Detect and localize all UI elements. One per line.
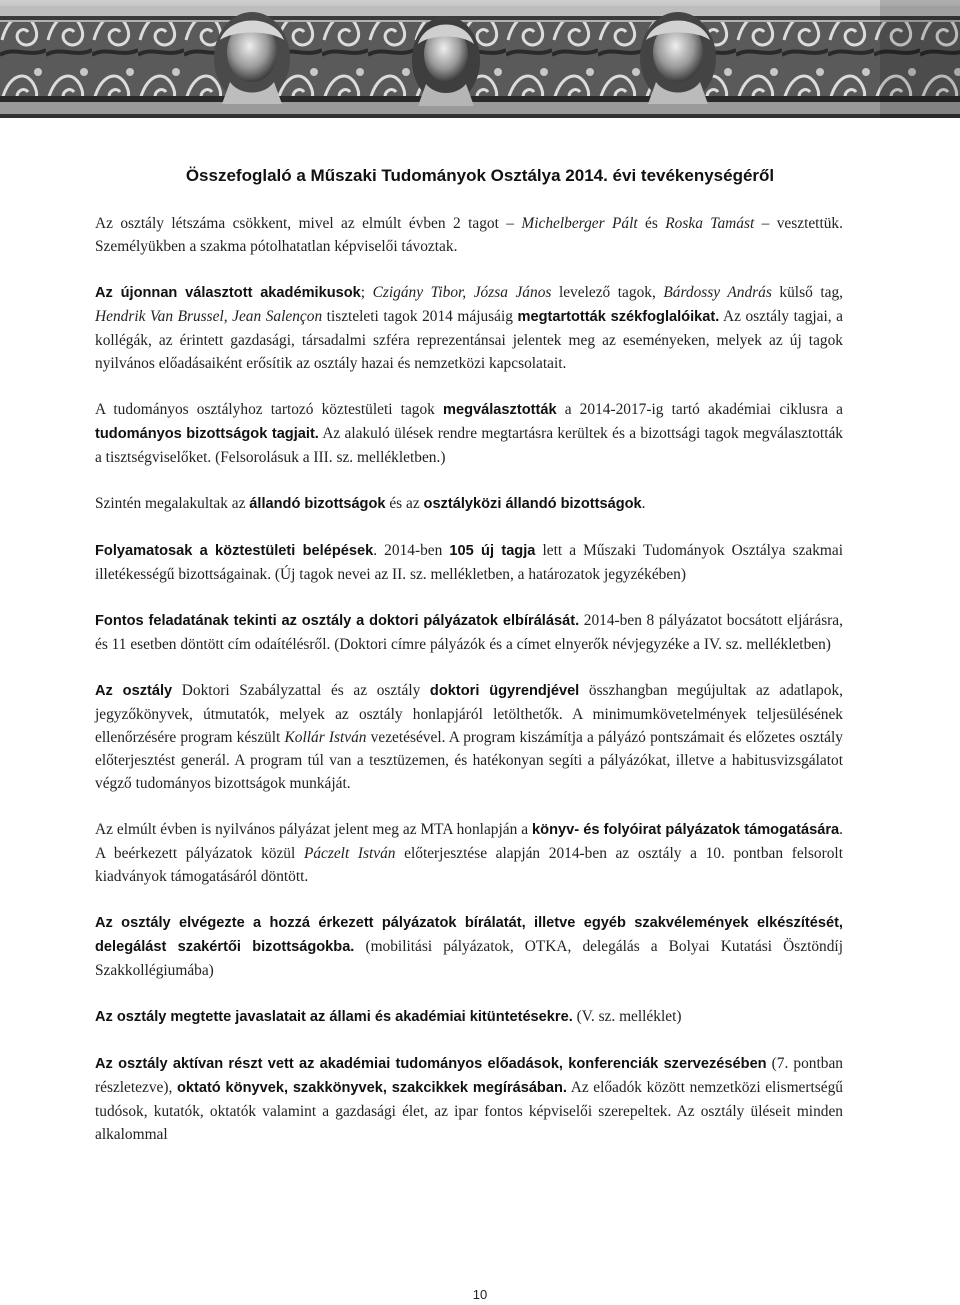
body-paragraph: [95, 212, 843, 258]
paragraph-text: Az alakuló ülések rendre megtartásra kerültek és a bizottsági tagok megválasztották a tisztségviselőket. (Felsorolásuk a III. sz. mellékletben.): [95, 425, 843, 466]
paragraph-text: Az osztály létszáma csökkent, mivel az elmúlt évben 2 tagot –: [95, 215, 522, 232]
paragraph-text: és az: [385, 495, 424, 512]
paragraph-text: (V. sz. melléklet): [572, 1008, 682, 1025]
italic-name: Czigány Tibor, Józsa János: [372, 284, 552, 301]
paragraph-text: Az elmúlt évben is nyilvános pályázat jelent meg az MTA honlapján a: [95, 821, 533, 838]
paragraph-text: külső tag,: [771, 284, 843, 301]
frieze-image: [0, 0, 960, 118]
paragraph-text: és: [637, 215, 666, 232]
body-paragraph: [95, 492, 843, 516]
body-paragraph: [95, 398, 843, 469]
bold-text: osztályközi állandó bizottságok: [423, 496, 642, 512]
bold-text: Folyamatosak a köztestületi belépések: [95, 543, 374, 559]
bold-text: megtartották székfoglalóikat.: [517, 309, 720, 325]
header-ornamental-frieze: [0, 0, 960, 118]
bold-text: állandó bizottságok: [249, 496, 386, 512]
bold-text: tudományos bizottságok tagjait.: [95, 426, 319, 442]
paragraph-text: lett a Műszaki Tudományok Osztálya szakmai illetékességű bizottságainak. (Új tagok nevei az II. sz. mellékletben, a határozatok jegyzékében): [95, 542, 843, 583]
italic-name: Páczelt István: [303, 845, 396, 862]
body-paragraph: [95, 281, 843, 375]
paragraph-text: (mobilitási pályázatok, OTKA, delegálás a Bolyai Kutatási Ösztöndíj Szakkollégiumába): [95, 938, 843, 979]
bold-text: Az osztály aktívan részt vett az akadémiai tudományos előadások, konferenciák szervezésében: [95, 1056, 767, 1072]
document-body: [95, 212, 843, 1169]
body-paragraph: [95, 609, 843, 656]
bold-text: Az osztály megtette javaslatait az állami és akadémiai kitüntetésekre.: [95, 1009, 573, 1025]
document-title: Összefoglaló a Műszaki Tudományok Osztálya 2014. évi tevékenységéről: [185, 166, 775, 185]
paragraph-text: Az előadók között nemzetközi elismertségű tudósok, kutatók, oktatók valamint a gazdasági élet, az ipar fontos képviselői szerepeltek. Az osztály üléseit minden alkalommal: [95, 1079, 843, 1143]
paragraph-text: A tudományos osztályhoz tartozó köztestületi tagok: [95, 401, 444, 418]
paragraph-text: . A beérkezett pályázatok közül: [95, 821, 843, 862]
relief-head-left: [214, 12, 290, 104]
paragraph-text: előterjesztése alapján 2014-ben az osztály a 10. pontban felsorolt kiadványok támogatásáról döntött.: [95, 845, 843, 885]
bold-text: megválasztották: [443, 402, 557, 418]
italic-name: Roska Tamást: [665, 215, 755, 232]
paragraph-text: .: [641, 495, 646, 512]
body-paragraph: [95, 911, 843, 982]
body-paragraph: [95, 1005, 843, 1029]
paragraph-text: Doktori Szabályzattal és az osztály: [172, 682, 430, 699]
body-paragraph: [95, 539, 843, 586]
paragraph-text: összhangban megújultak az adatlapok, jegyzőkönyvek, útmutatók, melyek az osztály honlapjáról letölthetők. A minimumkövetelmények teljesülésének ellenőrzésére program készült: [95, 682, 843, 746]
bold-text: doktori ügyrendjével: [429, 683, 580, 699]
body-paragraph: [95, 818, 843, 888]
page-number: 10: [472, 1287, 488, 1302]
body-paragraph: [95, 679, 843, 795]
italic-name: Kollár István: [284, 729, 367, 746]
paragraph-text: a 2014-2017-ig tartó akadémiai ciklusra a: [556, 401, 843, 418]
italic-name: Hendrik Van Brussel, Jean Salençon: [95, 308, 323, 325]
bold-text: 105 új tagja: [449, 543, 536, 559]
bold-text: könyv- és folyóirat pályázatok támogatására: [532, 822, 840, 838]
paragraph-text: Szintén megalakultak az: [95, 495, 250, 512]
bold-text: Fontos feladatának tekinti az osztály a doktori pályázatok elbírálását.: [95, 613, 580, 629]
italic-name: Michelberger Pált: [521, 215, 638, 232]
paragraph-text: levelező tagok,: [551, 284, 664, 301]
bold-text: oktató könyvek, szakkönyvek, szakcikkek megírásában.: [176, 1080, 567, 1096]
paragraph-text: ;: [360, 284, 373, 301]
body-paragraph: [95, 1052, 843, 1146]
paragraph-text: vezetésével. A program kiszámítja a pályázó pontszámait és előzetes osztály előterjesztést generál. A program túl van a tesztüzemen, és hatékonyan segíti a pályázókat, illetve a habitusvizsgálatot végző tudományos bizottságok munkáját.: [95, 729, 843, 792]
paragraph-text: 2014-ben 8 pályázatot bocsátott eljárásra, és 11 esetben döntött cím odaítélésről. (Doktori címre pályázók és a címet elnyerők névjegyzéke a IV. sz. mellékletben): [95, 612, 843, 653]
paragraph-text: Az osztály tagjai, a kollégák, az érintett gazdasági, társadalmi szféra reprezentánsai jelentek meg az eseményeken, melyek az új tagok nyilvános előadásaiként erősítik az osztály hazai és nemzetközi kapcsolatait.: [95, 308, 843, 372]
relief-head-right: [640, 12, 716, 104]
paragraph-text: . 2014-ben: [373, 542, 450, 559]
bold-text: Az újonnan választott akadémikusok: [95, 285, 361, 301]
paragraph-text: – vesztettük. Személyükben a szakma pótolhatatlan képviselői távoztak.: [95, 215, 843, 255]
italic-name: Bárdossy András: [663, 284, 772, 301]
paragraph-text: tiszteleti tagok 2014 májusáig: [322, 308, 518, 325]
paragraph-text: (7. pontban részletezve),: [95, 1055, 843, 1096]
bold-text: Az osztály: [95, 683, 173, 699]
bold-text: Az osztály elvégezte a hozzá érkezett pályázatok bírálatát, illetve egyéb szakvélemények elkészítését, delegálást szakértői bizottságokba.: [95, 915, 843, 955]
